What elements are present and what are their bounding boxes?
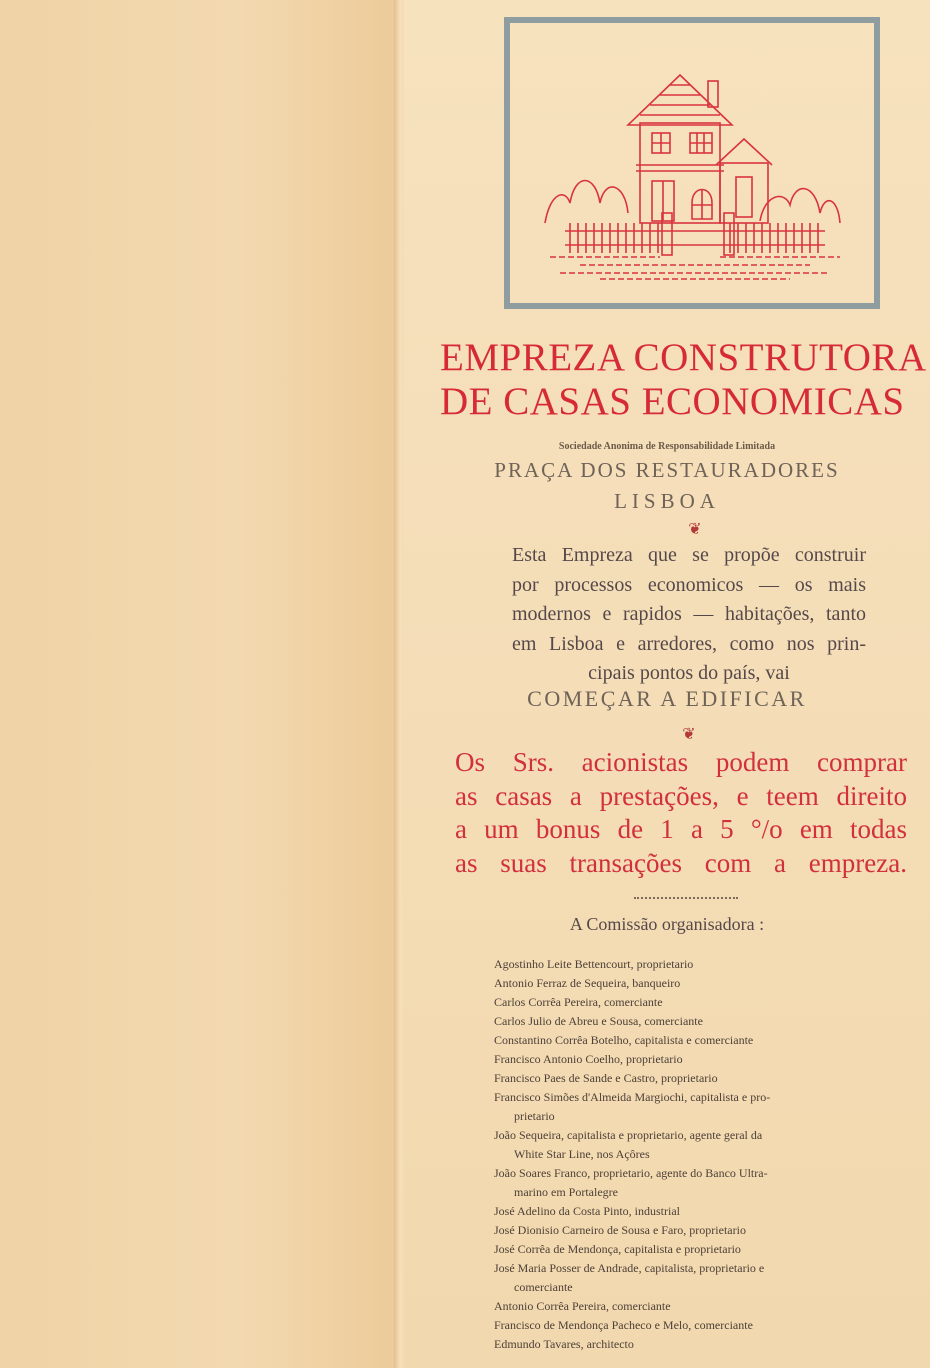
member-entry: Francisco Simões d'Almeida Margiochi, capitalista e pro- [494, 1090, 771, 1104]
company-title-line1: EMPREZA CONSTRUTORA [440, 336, 927, 379]
member-entry: Francisco Paes de Sande e Castro, proprietario [494, 1071, 718, 1085]
member-entry: José Maria Posser de Andrade, capitalista, proprietario e [494, 1261, 765, 1275]
offer-line: a um bonus de 1 a 5 °/o em todas [455, 814, 907, 844]
ornament-icon: ❦ [688, 521, 702, 538]
page-fold [394, 0, 404, 1368]
member-entry-continued: prietario [514, 1109, 555, 1123]
intro-line: cipais pontos do país, vai [588, 662, 790, 684]
commission-members [494, 955, 880, 1354]
member-entry: Francisco Antonio Coelho, proprietario [494, 1052, 683, 1066]
member-entry: João Soares Franco, proprietario, agente do Banco Ultra- [494, 1166, 768, 1180]
member-entry: José Corrêa de Mendonça, capitalista e proprietario [494, 1242, 741, 1256]
left-page [0, 0, 398, 1368]
member-entry-continued: marino em Portalegre [514, 1185, 618, 1199]
member-entry: Carlos Corrêa Pereira, comerciante [494, 995, 663, 1009]
intro-line: em Lisboa e arredores, como nos prin- [512, 632, 866, 655]
member-entry: Antonio Corrêa Pereira, comerciante [494, 1299, 671, 1313]
intro-line: por processos economicos — os mais [512, 573, 866, 596]
commission-heading: A Comissão organisadora : [569, 914, 765, 934]
member-entry-continued: comerciante [514, 1280, 573, 1294]
company-title-line2: DE CASAS ECONOMICAS [440, 380, 905, 423]
offer-line: Os Srs. acionistas podem comprar [455, 747, 907, 777]
member-entry: João Sequeira, capitalista e proprietario, agente geral da [494, 1128, 763, 1142]
dotted-divider [634, 897, 738, 901]
offer-line: as casas a prestações, e teem direito [455, 780, 907, 811]
member-entry: Edmundo Tavares, architecto [494, 1337, 634, 1351]
address-line1: PRAÇA DOS RESTAURADORES [494, 458, 840, 482]
member-entry: Carlos Julio de Abreu e Sousa, comerciante [494, 1014, 703, 1028]
member-entry: Francisco de Mendonça Pacheco e Melo, comerciante [494, 1318, 753, 1332]
member-entry: José Dionisio Carneiro de Sousa e Faro, proprietario [494, 1223, 746, 1237]
member-entry-continued: White Star Line, nos Açôres [514, 1147, 650, 1161]
illustration-frame [504, 17, 880, 309]
action-heading: COMEÇAR A EDIFICAR [527, 686, 807, 711]
ornament-icon: ❦ [682, 726, 696, 743]
offer-line: as suas transações com a empreza. [455, 847, 907, 878]
intro-paragraph [512, 541, 866, 689]
shareholder-offer [455, 746, 907, 880]
company-subtitle: Sociedade Anonima de Responsabilidade Limitada [558, 441, 776, 452]
member-entry: José Adelino da Costa Pinto, industrial [494, 1204, 680, 1218]
member-entry: Agostinho Leite Bettencourt, proprietario [494, 957, 694, 971]
house-illustration-icon [540, 53, 846, 283]
address-line2: LISBOA [614, 489, 720, 513]
intro-line: modernos e rapidos — habitações, tanto [512, 603, 866, 625]
member-entry: Antonio Ferraz de Sequeira, banqueiro [494, 976, 681, 990]
member-entry: Constantino Corrêa Botelho, capitalista e comerciante [494, 1033, 754, 1047]
intro-line: Esta Empreza que se propõe construir [512, 544, 866, 566]
